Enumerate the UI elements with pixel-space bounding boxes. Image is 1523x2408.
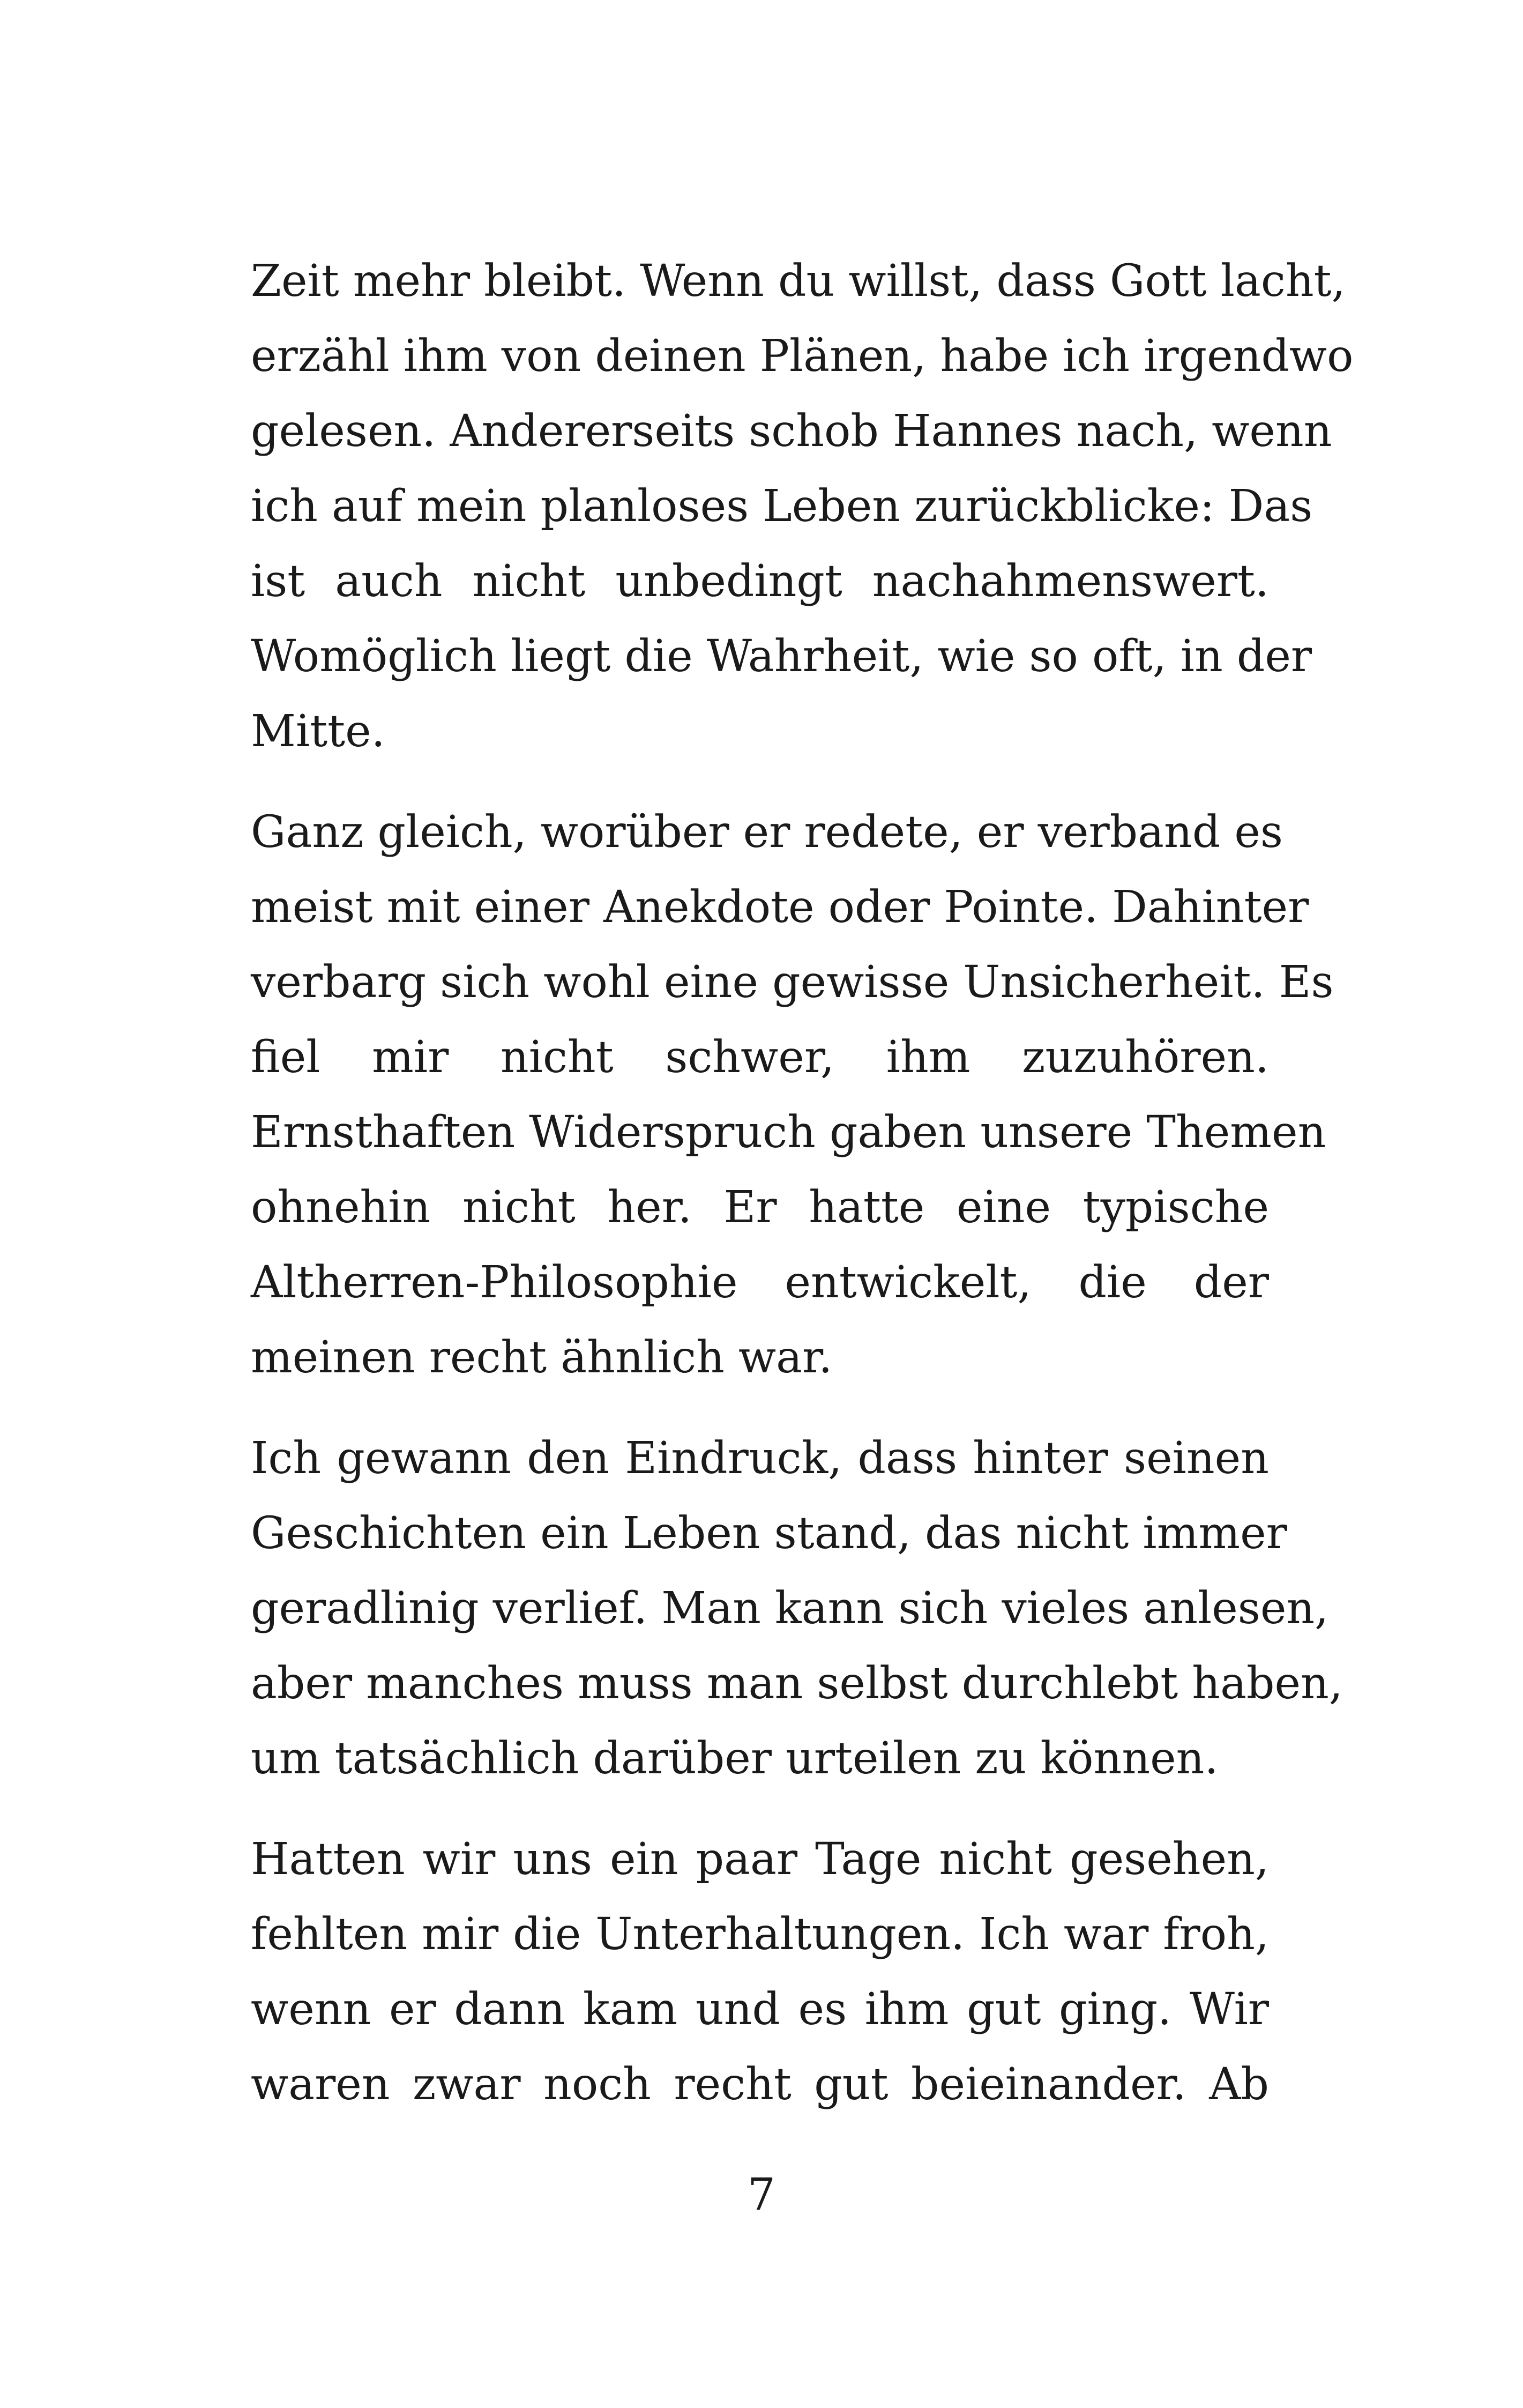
text-line: Mitte.	[251, 706, 385, 757]
text-line: Ich gewann den Eindruck, dass hinter seinen	[251, 1433, 1269, 1484]
text-line: ohnehin nicht her. Er hatte eine typische	[251, 1182, 1269, 1233]
text-line: Hatten wir uns ein paar Tage nicht gesehen,	[251, 1834, 1269, 1885]
text-line: fiel mir nicht schwer, ihm zuzuhören.	[251, 1032, 1269, 1083]
text-line: wenn er dann kam und es ihm gut ging. Wir	[251, 1984, 1269, 2035]
text-line: ist auch nicht unbedingt nachahmenswert.	[251, 556, 1269, 607]
text-line: Ganz gleich, worüber er redete, er verband es	[251, 807, 1283, 858]
paragraph	[251, 244, 1354, 769]
text-line: fehlten mir die Unterhaltungen. Ich war froh,	[251, 1909, 1269, 1960]
body-text	[251, 244, 1354, 2122]
paragraph	[251, 795, 1334, 1395]
page-number: 7	[747, 2169, 776, 2220]
text-line: verbarg sich wohl eine gewisse Unsicherheit. Es	[251, 957, 1334, 1008]
text-line: meinen recht ähnlich war.	[251, 1332, 833, 1383]
text-line: Altherren-Philosophie entwickelt, die der	[251, 1257, 1269, 1308]
text-line: waren zwar noch recht gut beieinander. Ab	[251, 2059, 1269, 2110]
text-line: ich auf mein planloses Leben zurückblicke: Das	[251, 481, 1313, 532]
text-line: Ernsthaften Widerspruch gaben unsere Themen	[251, 1107, 1326, 1158]
text-line: aber manches muss man selbst durchlebt haben,	[251, 1658, 1343, 1709]
text-line: um tatsächlich darüber urteilen zu können.	[251, 1733, 1219, 1784]
text-line: geradlinig verlief. Man kann sich vieles anlesen,	[251, 1583, 1329, 1634]
paragraph	[251, 1421, 1343, 1796]
text-line: erzähl ihm von deinen Plänen, habe ich irgendwo	[251, 331, 1354, 382]
text-line: Geschichten ein Leben stand, das nicht immer	[251, 1508, 1287, 1559]
text-line: meist mit einer Anekdote oder Pointe. Dahinter	[251, 882, 1309, 933]
paragraph	[251, 1822, 1269, 2122]
text-line: Zeit mehr bleibt. Wenn du willst, dass Gott lacht,	[251, 256, 1346, 307]
text-line: Womöglich liegt die Wahrheit, wie so oft, in der	[251, 631, 1312, 682]
text-line: gelesen. Andererseits schob Hannes nach, wenn	[251, 406, 1332, 457]
